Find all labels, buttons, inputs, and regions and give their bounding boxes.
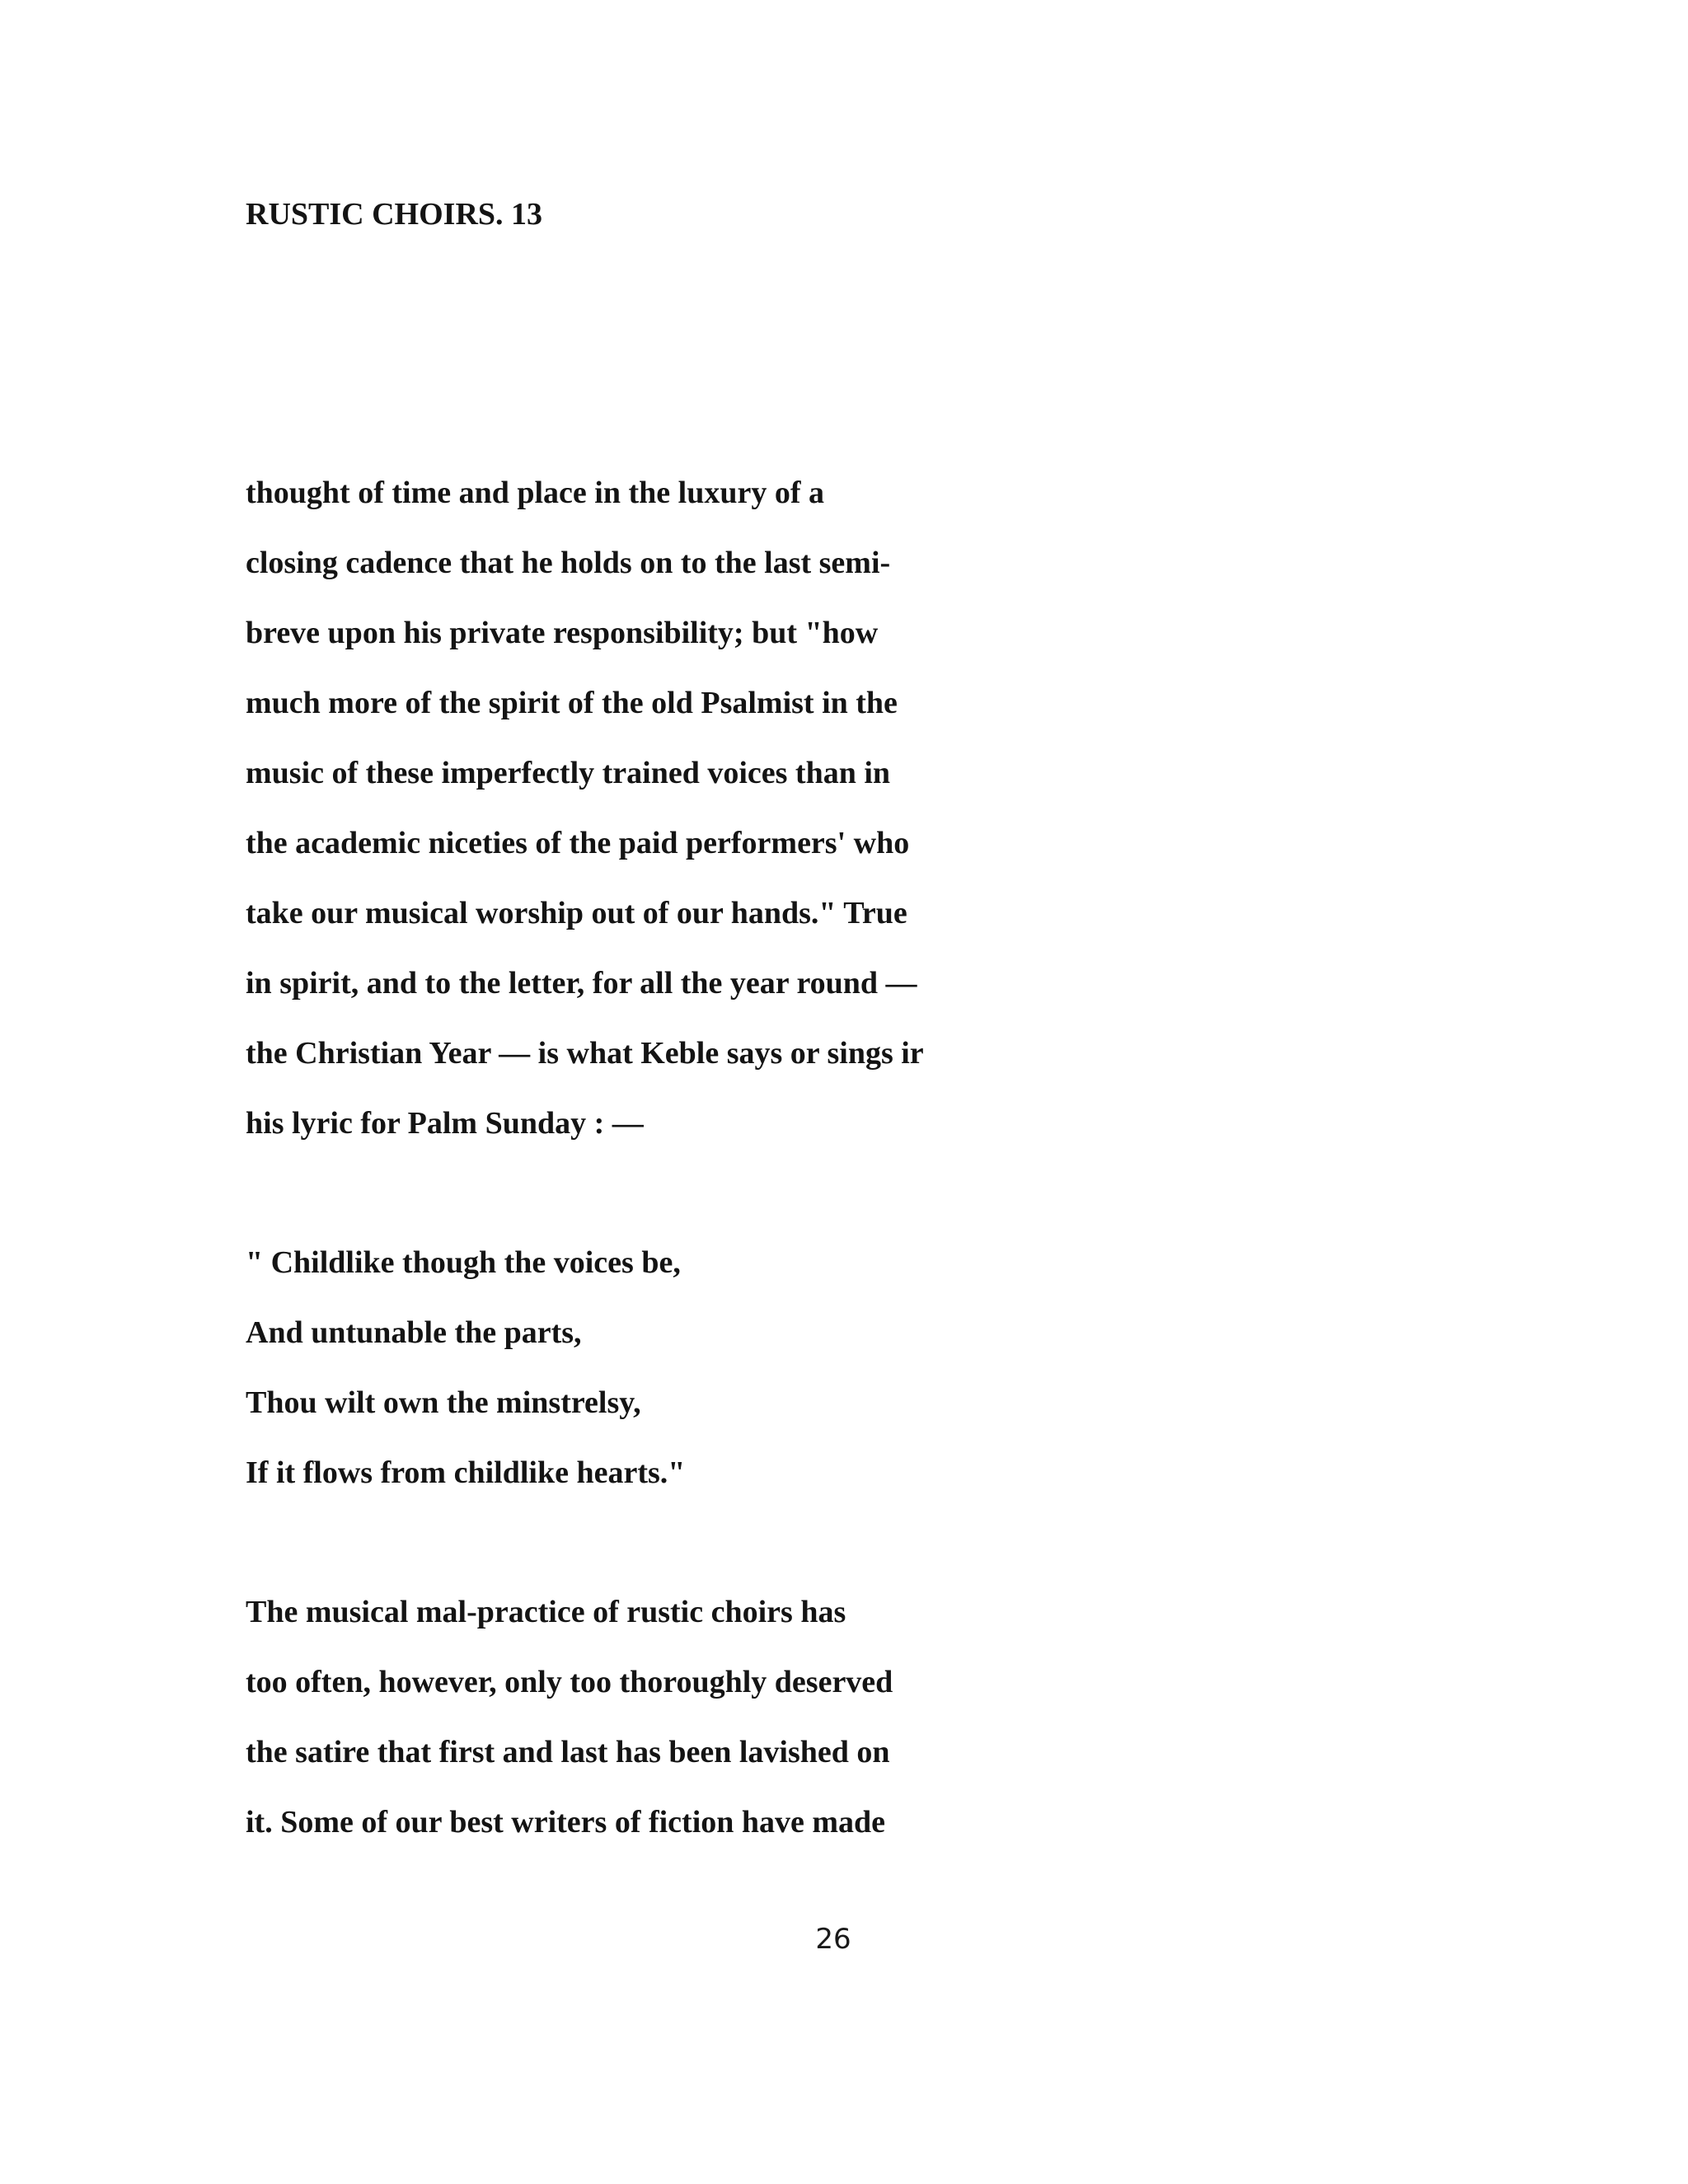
text-line: The musical mal-practice of rustic choirs has [246,1595,846,1629]
text-line: take our musical worship out of our hands." True [246,896,907,930]
text-line: the Christian Year — is what Keble says or sings ir [246,1036,924,1071]
text-line: closing cadence that he holds on to the last semi- [246,546,891,580]
text-line: music of these imperfectly trained voices than in [246,756,891,790]
text-line: thought of time and place in the luxury of a [246,476,824,510]
text-line: the academic niceties of the paid performers' who [246,826,910,860]
text-line: in spirit, and to the letter, for all the year round — [246,966,917,1001]
text-line: the satire that first and last has been lavished on [246,1735,890,1769]
running-header: RUSTIC CHOIRS. 13 [246,197,543,232]
verse-line: " Childlike though the voices be, [246,1245,681,1280]
verse-line: If it flows from childlike hearts." [246,1455,686,1490]
text-line: breve upon his private responsibility; but "how [246,616,879,650]
page-number: 26 [815,1923,851,1956]
text-line: much more of the spirit of the old Psalmist in the [246,686,898,720]
text-line: his lyric for Palm Sunday : — [246,1106,644,1141]
text-line: it. Some of our best writers of fiction have made [246,1805,886,1840]
verse-line: Thou wilt own the minstrelsy, [246,1385,641,1420]
text-line: too often, however, only too thoroughly deserved [246,1665,893,1699]
verse-line: And untunable the parts, [246,1315,582,1350]
